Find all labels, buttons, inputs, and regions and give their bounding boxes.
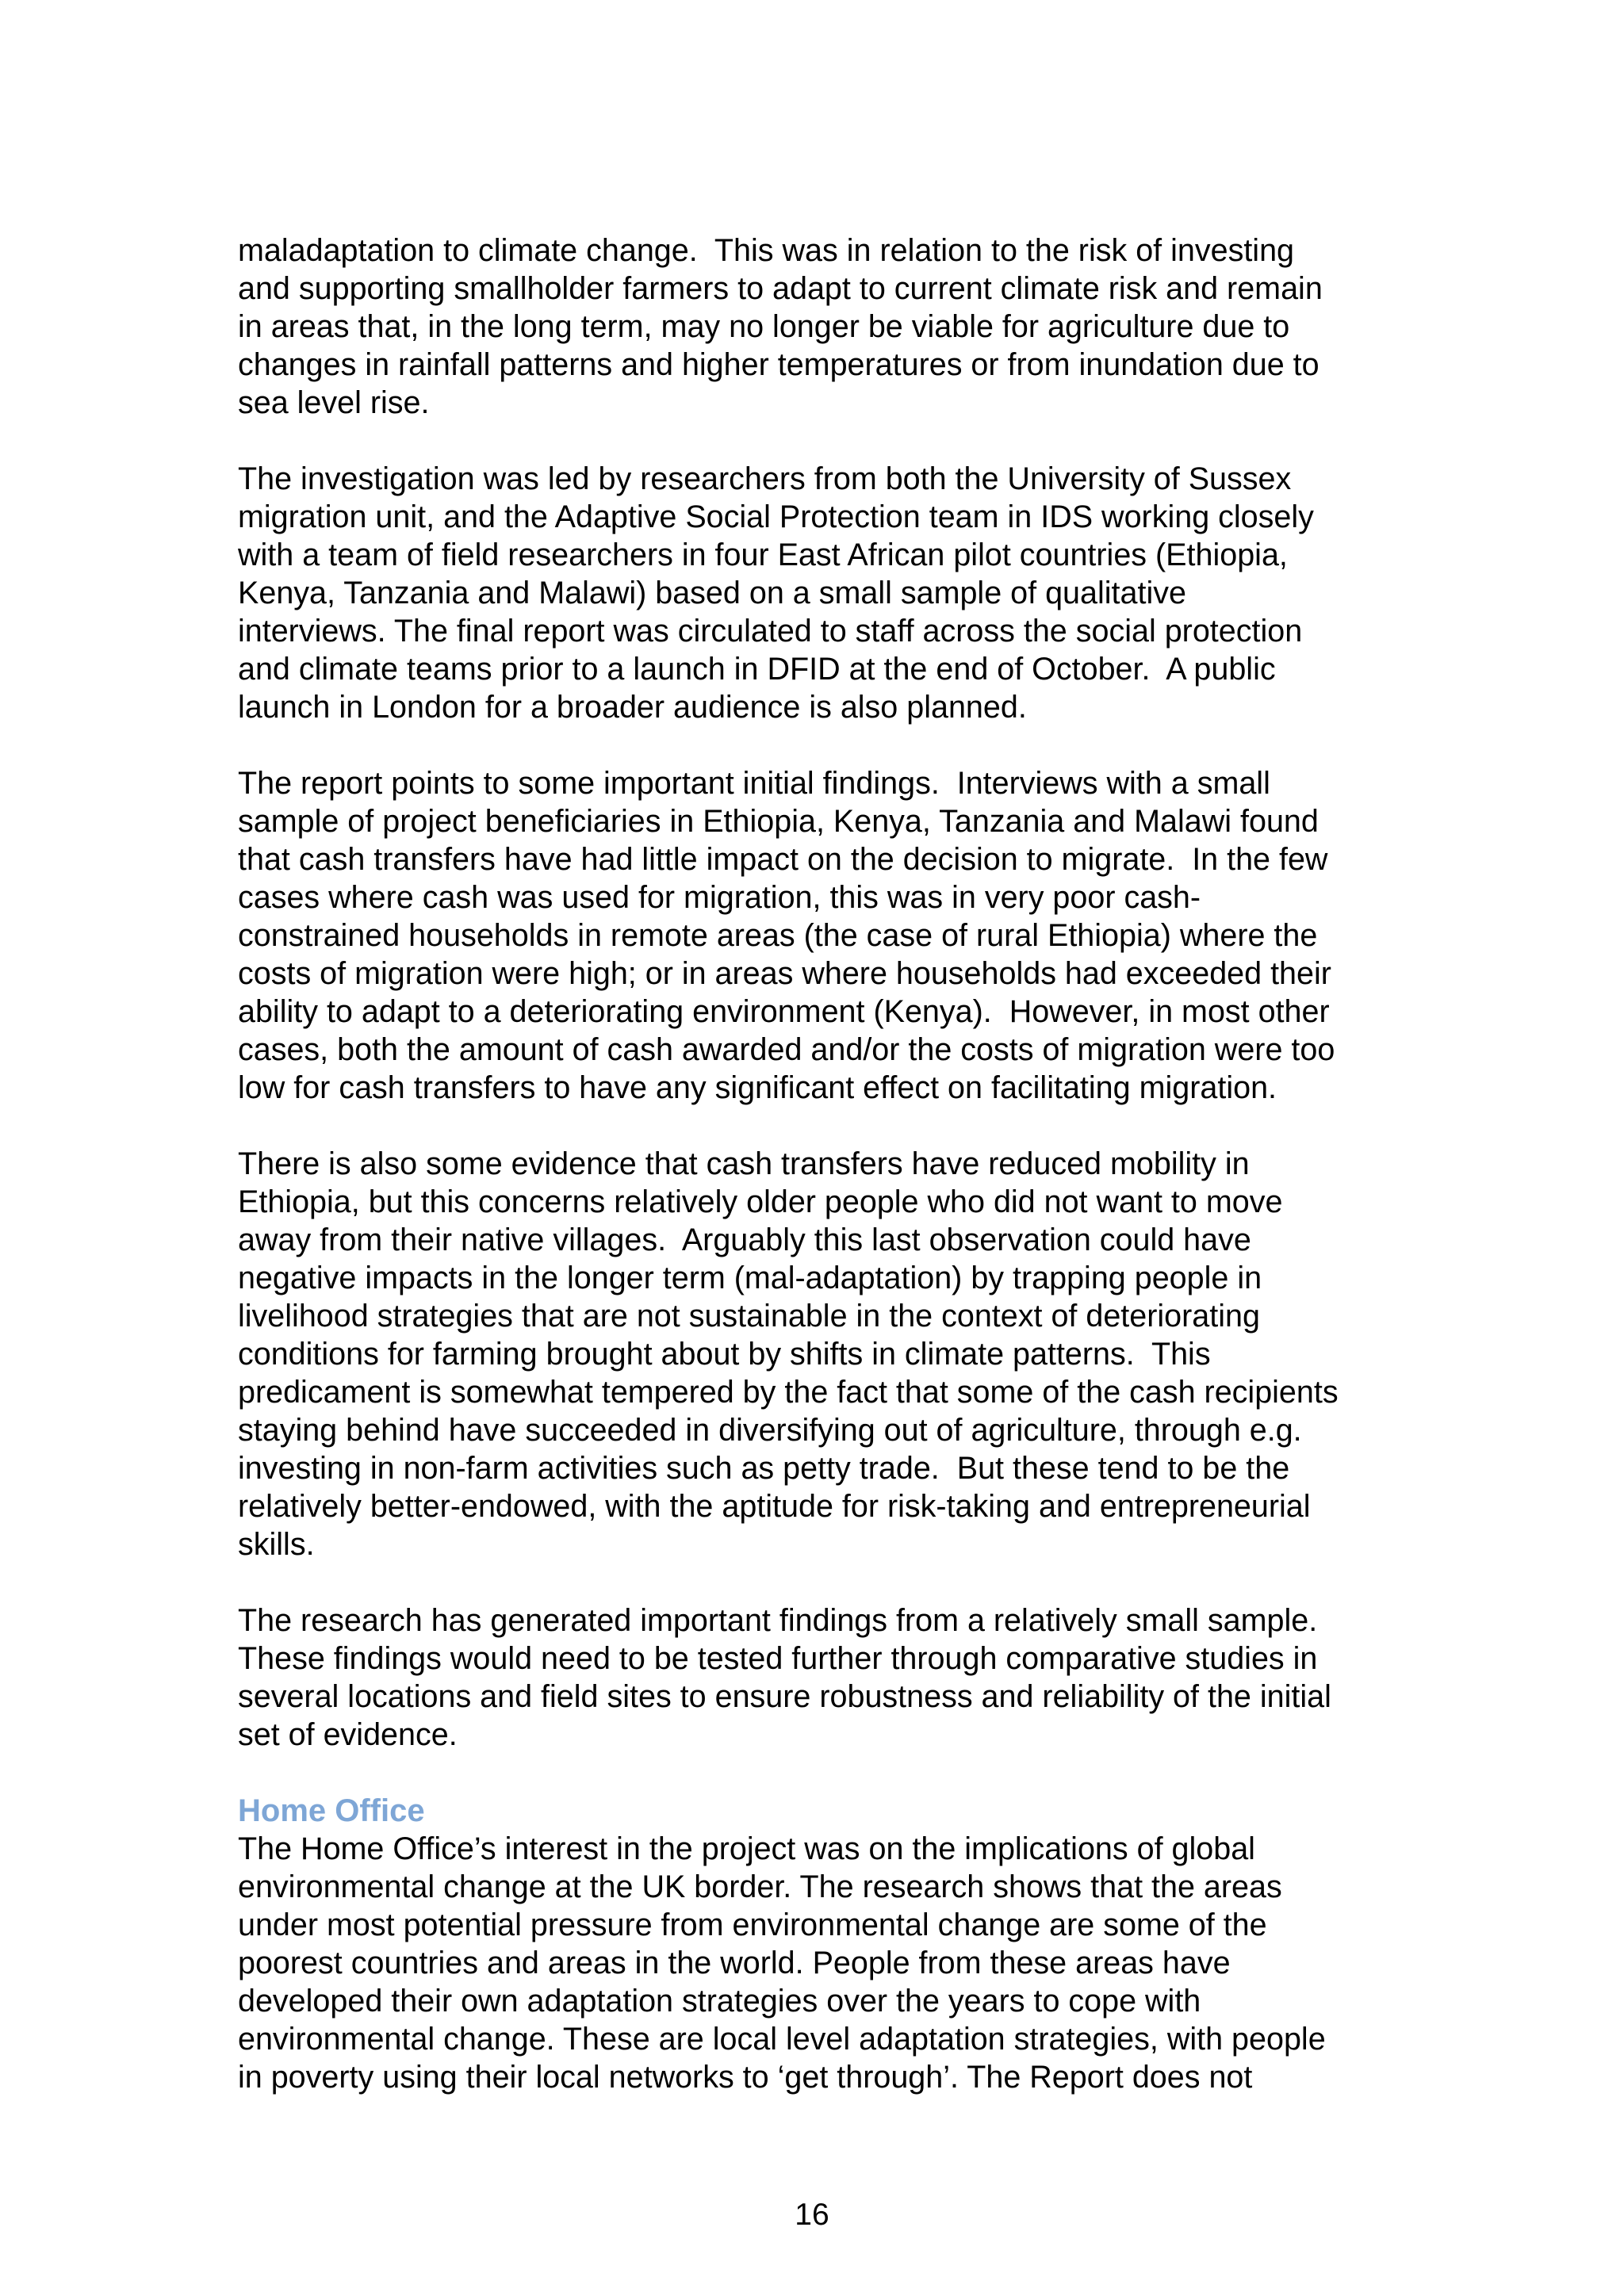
text-line: environmental change at the UK border. The research shows that the areas <box>238 1869 1282 1904</box>
text-line: with a team of field researchers in four East African pilot countries (Ethiopia, <box>238 538 1288 572</box>
text-line: constrained households in remote areas (the case of rural Ethiopia) where the <box>238 918 1318 953</box>
text-line: The research has generated important findings from a relatively small sample. <box>238 1603 1318 1638</box>
text-line: costs of migration were high; or in areas where households had exceeded their <box>238 956 1331 991</box>
text-line: in poverty using their local networks to ‘get through’. The Report does not <box>238 2060 1253 2095</box>
text-line: set of evidence. <box>238 1717 458 1752</box>
page-number: 16 <box>795 2198 829 2232</box>
text-line: cases, both the amount of cash awarded and/or the costs of migration were too <box>238 1032 1335 1067</box>
text-line: Kenya, Tanzania and Malawi) based on a small sample of qualitative <box>238 576 1186 610</box>
text-line: under most potential pressure from environmental change are some of the <box>238 1908 1267 1942</box>
text-line: investing in non-farm activities such as petty trade. But these tend to be the <box>238 1451 1290 1486</box>
text-line: changes in rainfall patterns and higher temperatures or from inundation due to <box>238 347 1320 382</box>
text-line: cases where cash was used for migration, this was in very poor cash- <box>238 880 1201 915</box>
paragraph-home-office <box>238 1830 1404 2096</box>
text-line: negative impacts in the longer term (mal-adaptation) by trapping people in <box>238 1261 1262 1295</box>
text-line: maladaptation to climate change. This was in relation to the risk of investing <box>238 233 1295 268</box>
text-line: launch in London for a broader audience is also planned. <box>238 690 1027 725</box>
paragraph-maladaptation <box>238 232 1404 422</box>
text-line: and supporting smallholder farmers to adapt to current climate risk and remain <box>238 271 1323 306</box>
text-line: conditions for farming brought about by shifts in climate patterns. This <box>238 1337 1211 1372</box>
text-line: predicament is somewhat tempered by the fact that some of the cash recipients <box>238 1375 1339 1410</box>
text-line: environmental change. These are local level adaptation strategies, with people <box>238 2022 1326 2057</box>
text-line: several locations and field sites to ensure robustness and reliability of the initial <box>238 1679 1331 1714</box>
text-line: and climate teams prior to a launch in DFID at the end of October. A public <box>238 652 1276 687</box>
text-line: in areas that, in the long term, may no longer be viable for agriculture due to <box>238 309 1290 344</box>
text-line: away from their native villages. Arguably this last observation could have <box>238 1223 1251 1257</box>
section-heading-home-office: Home Office <box>238 1793 425 1828</box>
text-line: migration unit, and the Adaptive Social Protection team in IDS working closely <box>238 499 1314 534</box>
text-line: The report points to some important initial findings. Interviews with a small <box>238 766 1270 801</box>
text-line: sea level rise. <box>238 385 430 420</box>
text-line: low for cash transfers to have any significant effect on facilitating migration. <box>238 1070 1277 1105</box>
paragraph-mobility <box>238 1145 1404 1563</box>
document-page <box>238 232 1404 2096</box>
text-line: The Home Office’s interest in the project was on the implications of global <box>238 1831 1255 1866</box>
paragraph-research-sample <box>238 1601 1404 1754</box>
text-line: sample of project beneficiaries in Ethiopia, Kenya, Tanzania and Malawi found <box>238 804 1319 839</box>
paragraph-findings <box>238 764 1404 1107</box>
text-line: developed their own adaptation strategies over the years to cope with <box>238 1984 1201 2019</box>
text-line: relatively better-endowed, with the aptitude for risk-taking and entrepreneurial <box>238 1489 1311 1524</box>
text-line: that cash transfers have had little impact on the decision to migrate. In the few <box>238 842 1328 877</box>
text-line: ability to adapt to a deteriorating environment (Kenya). However, in most other <box>238 994 1330 1029</box>
text-line: staying behind have succeeded in diversifying out of agriculture, through e.g. <box>238 1413 1302 1448</box>
text-line: livelihood strategies that are not sustainable in the context of deteriorating <box>238 1299 1260 1334</box>
text-line: Ethiopia, but this concerns relatively older people who did not want to move <box>238 1184 1283 1219</box>
paragraph-investigation <box>238 460 1404 726</box>
text-line: poorest countries and areas in the world. People from these areas have <box>238 1946 1231 1980</box>
text-line: There is also some evidence that cash transfers have reduced mobility in <box>238 1146 1250 1181</box>
text-line: These findings would need to be tested further through comparative studies in <box>238 1641 1318 1676</box>
text-line: The investigation was led by researchers from both the University of Sussex <box>238 461 1292 496</box>
text-line: interviews. The final report was circulated to staff across the social protection <box>238 614 1303 649</box>
text-line: skills. <box>238 1527 315 1562</box>
